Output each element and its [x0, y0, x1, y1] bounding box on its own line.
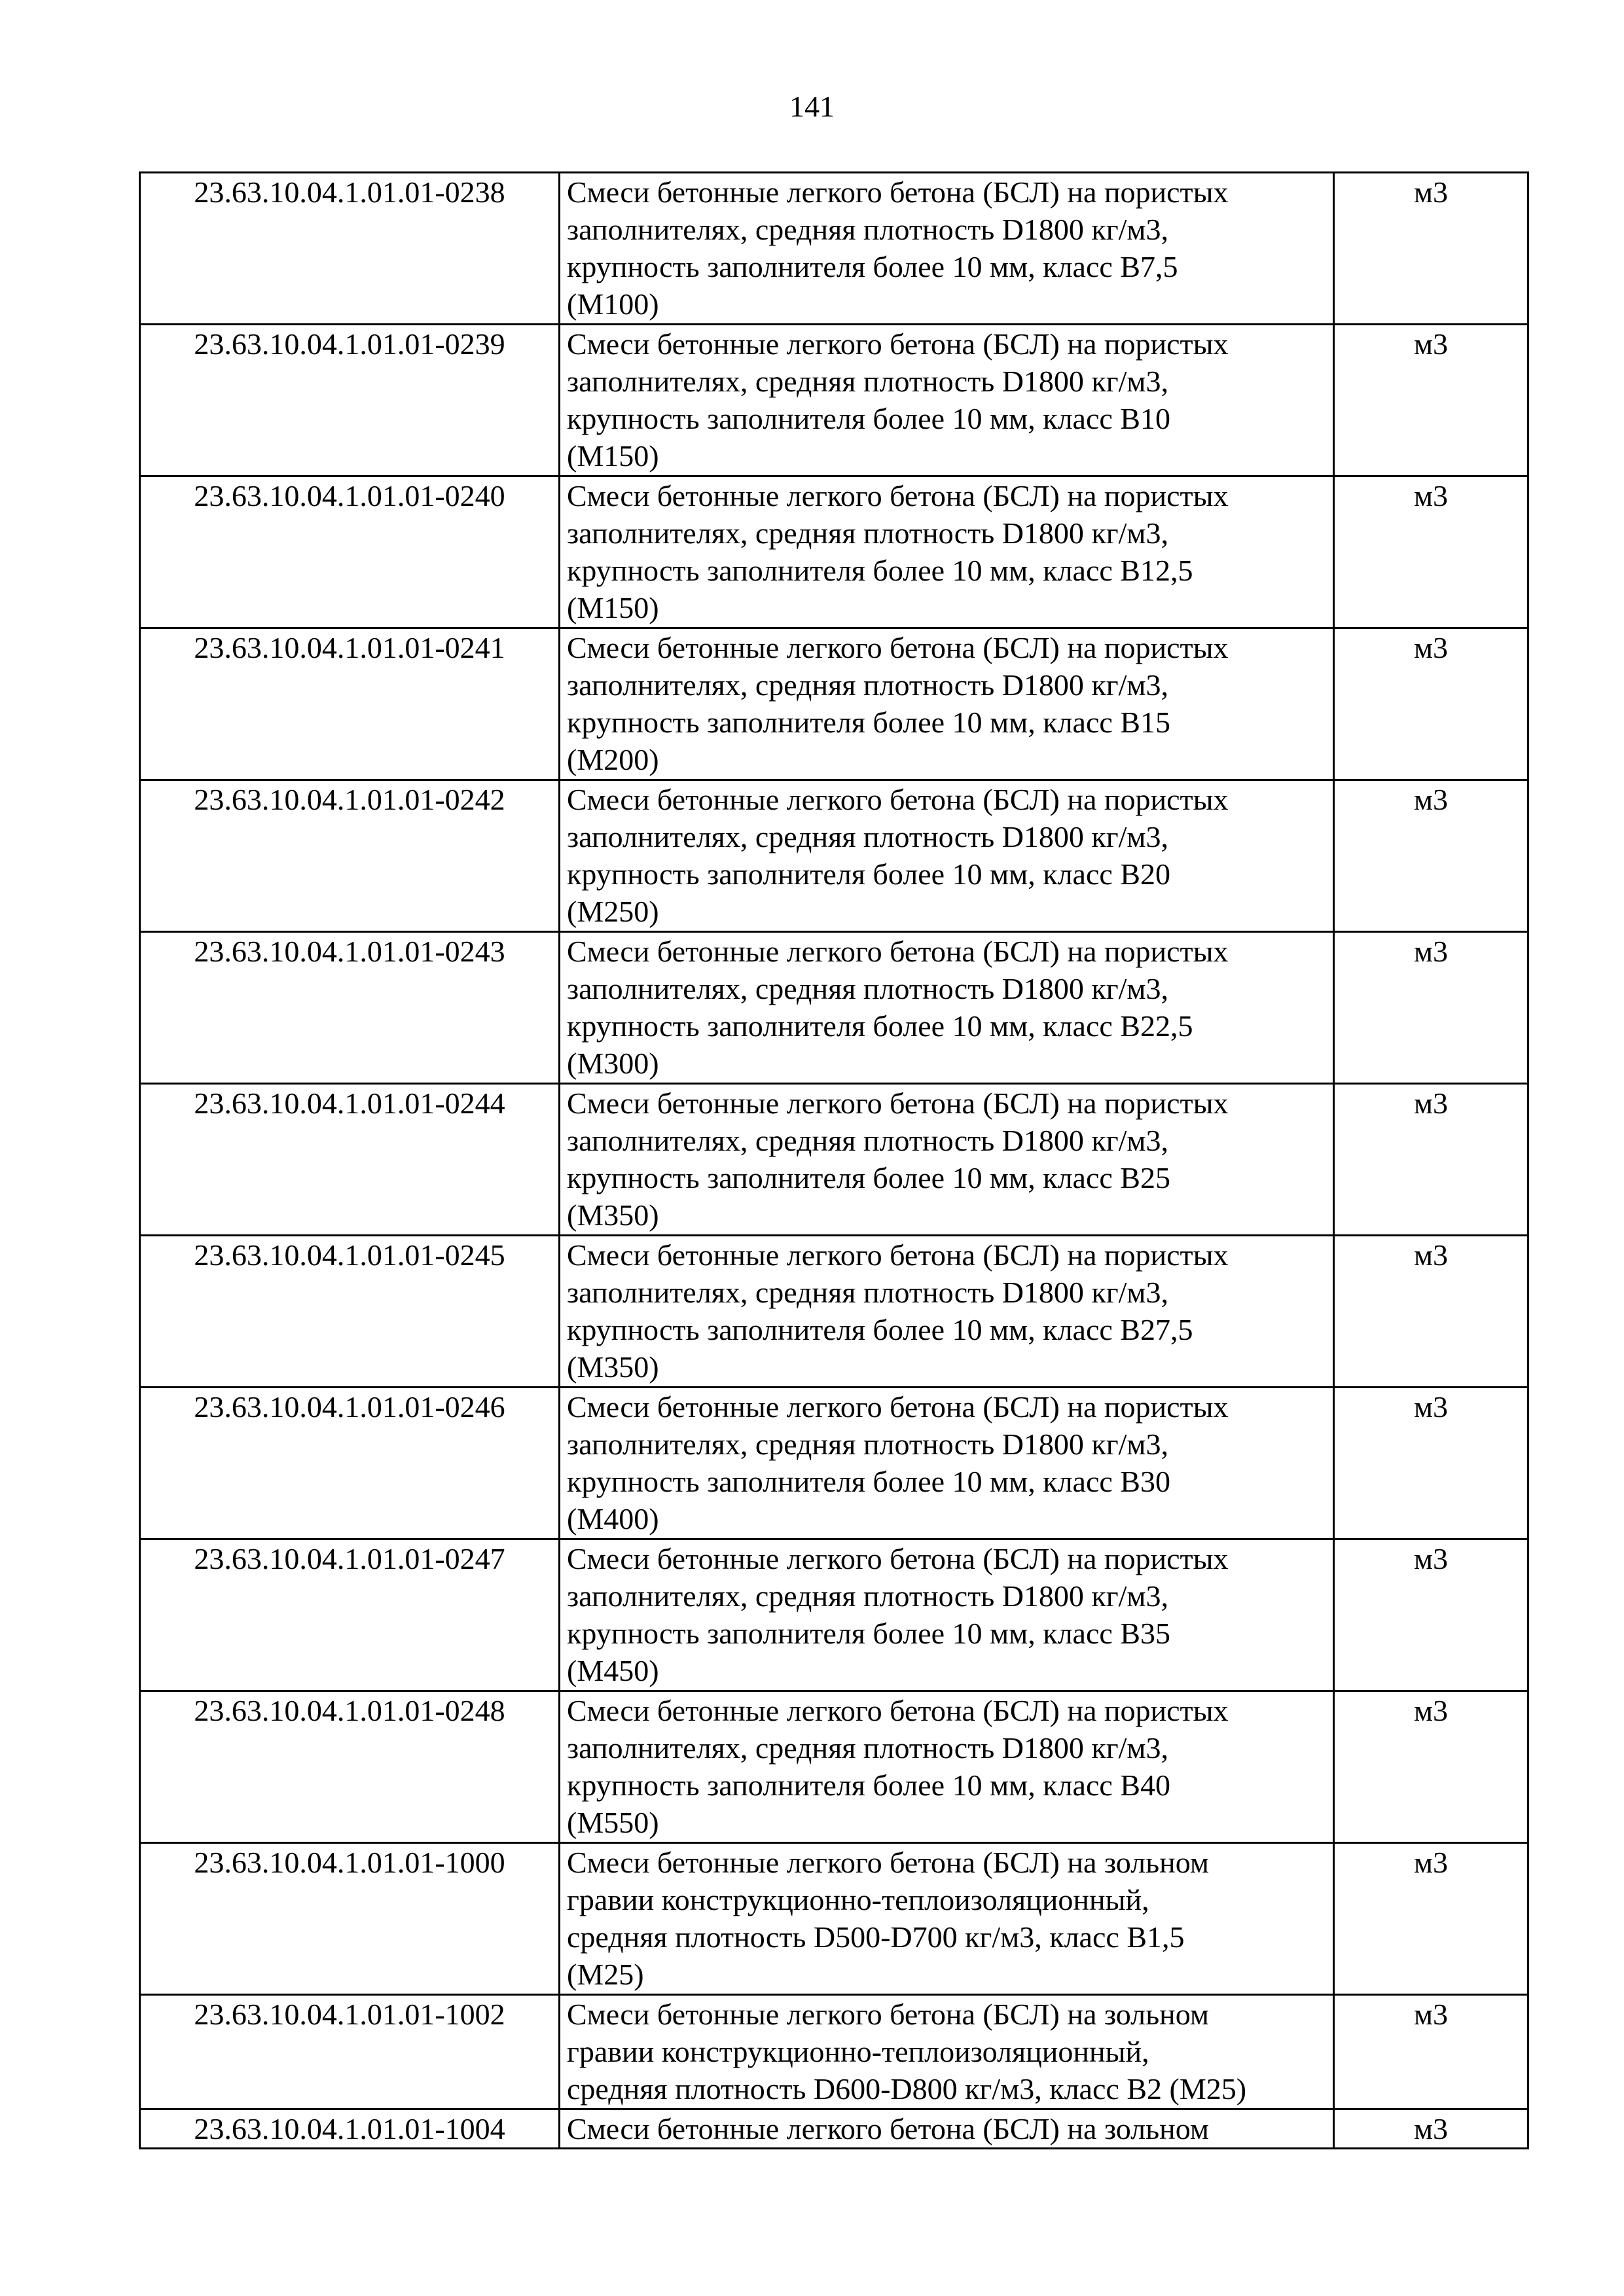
unit-of-measure: м3: [1334, 1691, 1528, 1843]
resource-name-line: Смеси бетонные легкого бетона (БСЛ) на зольном: [567, 1846, 1209, 1879]
resource-name: [560, 1236, 1334, 1388]
unit-of-measure: м3: [1334, 1995, 1528, 2109]
resource-code: 23.63.10.04.1.01.01-0242: [140, 780, 560, 932]
resource-name-line: Смеси бетонные легкого бетона (БСЛ) на пористых: [567, 1390, 1229, 1424]
resource-name-line: заполнителях, средняя плотность D1800 кг/м3,: [567, 820, 1169, 853]
unit-of-measure: м3: [1334, 1388, 1528, 1539]
resource-name-line: крупность заполнителя более 10 мм, класс В22,5: [567, 1009, 1193, 1043]
resource-code: 23.63.10.04.1.01.01-0246: [140, 1388, 560, 1539]
resource-name-line: гравии конструкционно-теплоизоляционный,: [567, 2035, 1149, 2068]
resource-name-line: (М150): [567, 591, 659, 624]
resource-name-line: Смеси бетонные легкого бетона (БСЛ) на пористых: [567, 1238, 1229, 1272]
resource-name-line: Смеси бетонные легкого бетона (БСЛ) на пористых: [567, 327, 1229, 361]
resource-name: [560, 2109, 1334, 2149]
resource-name-line: заполнителях, средняя плотность D1800 кг/м3,: [567, 516, 1169, 550]
resource-name: [560, 1084, 1334, 1236]
resource-name-line: Смеси бетонные легкого бетона (БСЛ) на пористых: [567, 783, 1229, 816]
resource-name-line: крупность заполнителя более 10 мм, класс В25: [567, 1161, 1170, 1194]
resource-name-line: средняя плотность D500-D700 кг/м3, класс В1,5: [567, 1920, 1185, 1954]
resource-name: [560, 476, 1334, 628]
resource-name-line: Смеси бетонные легкого бетона (БСЛ) на зольном: [567, 2112, 1209, 2145]
unit-of-measure: м3: [1334, 1843, 1528, 1995]
table-row: [140, 2109, 1528, 2149]
resource-code: 23.63.10.04.1.01.01-0248: [140, 1691, 560, 1843]
resource-name-line: (М550): [567, 1806, 659, 1839]
table-row: [140, 1843, 1528, 1995]
resource-name-line: средняя плотность D600-D800 кг/м3, класс В2 (М25): [567, 2072, 1247, 2106]
materials-table: [139, 171, 1529, 2149]
resource-code: 23.63.10.04.1.01.01-0239: [140, 325, 560, 476]
page-number: 141: [789, 90, 835, 123]
resource-name-line: заполнителях, средняя плотность D1800 кг/м3,: [567, 1124, 1169, 1157]
resource-name-line: Смеси бетонные легкого бетона (БСЛ) на пористых: [567, 1542, 1229, 1575]
resource-name: [560, 780, 1334, 932]
resource-name-line: Смеси бетонные легкого бетона (БСЛ) на пористых: [567, 1694, 1229, 1727]
resource-name-line: гравии конструкционно-теплоизоляционный,: [567, 1883, 1149, 1916]
resource-code: 23.63.10.04.1.01.01-0238: [140, 173, 560, 325]
table-row: [140, 1691, 1528, 1843]
resource-code: 23.63.10.04.1.01.01-0243: [140, 932, 560, 1084]
unit-of-measure: м3: [1334, 1084, 1528, 1236]
table-row: [140, 173, 1528, 325]
resource-name-line: крупность заполнителя более 10 мм, класс В15: [567, 706, 1170, 739]
resource-name-line: крупность заполнителя более 10 мм, класс В27,5: [567, 1313, 1193, 1346]
resource-code: 23.63.10.04.1.01.01-1002: [140, 1995, 560, 2109]
resource-name: [560, 1843, 1334, 1995]
unit-of-measure: м3: [1334, 173, 1528, 325]
unit-of-measure: м3: [1334, 1539, 1528, 1691]
table-row: [140, 1995, 1528, 2109]
resource-name-line: (М350): [567, 1198, 659, 1232]
resource-name-line: Смеси бетонные легкого бетона (БСЛ) на зольном: [567, 1998, 1209, 2031]
table-row: [140, 932, 1528, 1084]
unit-of-measure: м3: [1334, 780, 1528, 932]
unit-of-measure: м3: [1334, 325, 1528, 476]
resource-code: 23.63.10.04.1.01.01-1004: [140, 2109, 560, 2149]
table-row: [140, 628, 1528, 780]
resource-code: 23.63.10.04.1.01.01-0247: [140, 1539, 560, 1691]
resource-name-line: крупность заполнителя более 10 мм, класс В20: [567, 857, 1170, 891]
resource-name-line: крупность заполнителя более 10 мм, класс В35: [567, 1617, 1170, 1650]
resource-name: [560, 1388, 1334, 1539]
table-body: [140, 173, 1528, 2149]
resource-name-line: Смеси бетонные легкого бетона (БСЛ) на пористых: [567, 935, 1229, 968]
table-row: [140, 476, 1528, 628]
resource-name: [560, 1691, 1334, 1843]
resource-code: 23.63.10.04.1.01.01-1000: [140, 1843, 560, 1995]
resource-code: 23.63.10.04.1.01.01-0241: [140, 628, 560, 780]
resource-name-line: (М200): [567, 743, 659, 776]
resource-name: [560, 173, 1334, 325]
resource-name-line: заполнителях, средняя плотность D1800 кг/м3,: [567, 1731, 1169, 1765]
resource-name-line: заполнителях, средняя плотность D1800 кг/м3,: [567, 668, 1169, 702]
unit-of-measure: м3: [1334, 628, 1528, 780]
resource-name: [560, 1995, 1334, 2109]
resource-name: [560, 932, 1334, 1084]
resource-name-line: (М300): [567, 1047, 659, 1080]
resource-name: [560, 1539, 1334, 1691]
resource-name-line: (М100): [567, 287, 659, 321]
table-row: [140, 1236, 1528, 1388]
table-row: [140, 780, 1528, 932]
resource-name-line: Смеси бетонные легкого бетона (БСЛ) на пористых: [567, 479, 1229, 512]
resource-code: 23.63.10.04.1.01.01-0245: [140, 1236, 560, 1388]
resource-name-line: заполнителях, средняя плотность D1800 кг/м3,: [567, 972, 1169, 1005]
unit-of-measure: м3: [1334, 1236, 1528, 1388]
table-row: [140, 1539, 1528, 1691]
table-row: [140, 1084, 1528, 1236]
resource-name-line: (М250): [567, 895, 659, 928]
table-row: [140, 325, 1528, 476]
unit-of-measure: м3: [1334, 2109, 1528, 2149]
resource-name-line: крупность заполнителя более 10 мм, класс В10: [567, 402, 1170, 435]
resource-name-line: крупность заполнителя более 10 мм, класс В30: [567, 1465, 1170, 1498]
resource-name-line: Смеси бетонные легкого бетона (БСЛ) на пористых: [567, 175, 1229, 209]
resource-name-line: (М150): [567, 439, 659, 473]
resource-name-line: заполнителях, средняя плотность D1800 кг/м3,: [567, 1579, 1169, 1613]
resource-name-line: Смеси бетонные легкого бетона (БСЛ) на пористых: [567, 631, 1229, 664]
resource-name-line: крупность заполнителя более 10 мм, класс В12,5: [567, 554, 1193, 587]
resource-name-line: (М25): [567, 1958, 644, 1991]
resource-name-line: (М400): [567, 1502, 659, 1535]
resource-code: 23.63.10.04.1.01.01-0240: [140, 476, 560, 628]
resource-name-line: Смеси бетонные легкого бетона (БСЛ) на пористых: [567, 1086, 1229, 1120]
unit-of-measure: м3: [1334, 932, 1528, 1084]
resource-name-line: (М350): [567, 1350, 659, 1384]
resource-name-line: крупность заполнителя более 10 мм, класс В40: [567, 1768, 1170, 1802]
resource-name-line: крупность заполнителя более 10 мм, класс В7,5: [567, 250, 1178, 283]
resource-name-line: (М450): [567, 1654, 659, 1687]
resource-name: [560, 628, 1334, 780]
resource-code: 23.63.10.04.1.01.01-0244: [140, 1084, 560, 1236]
resource-name-line: заполнителях, средняя плотность D1800 кг/м3,: [567, 365, 1169, 398]
table-row: [140, 1388, 1528, 1539]
resource-name-line: заполнителях, средняя плотность D1800 кг/м3,: [567, 1276, 1169, 1309]
unit-of-measure: м3: [1334, 476, 1528, 628]
resource-name-line: заполнителях, средняя плотность D1800 кг/м3,: [567, 1427, 1169, 1461]
resource-name: [560, 325, 1334, 476]
resource-name-line: заполнителях, средняя плотность D1800 кг/м3,: [567, 213, 1169, 246]
